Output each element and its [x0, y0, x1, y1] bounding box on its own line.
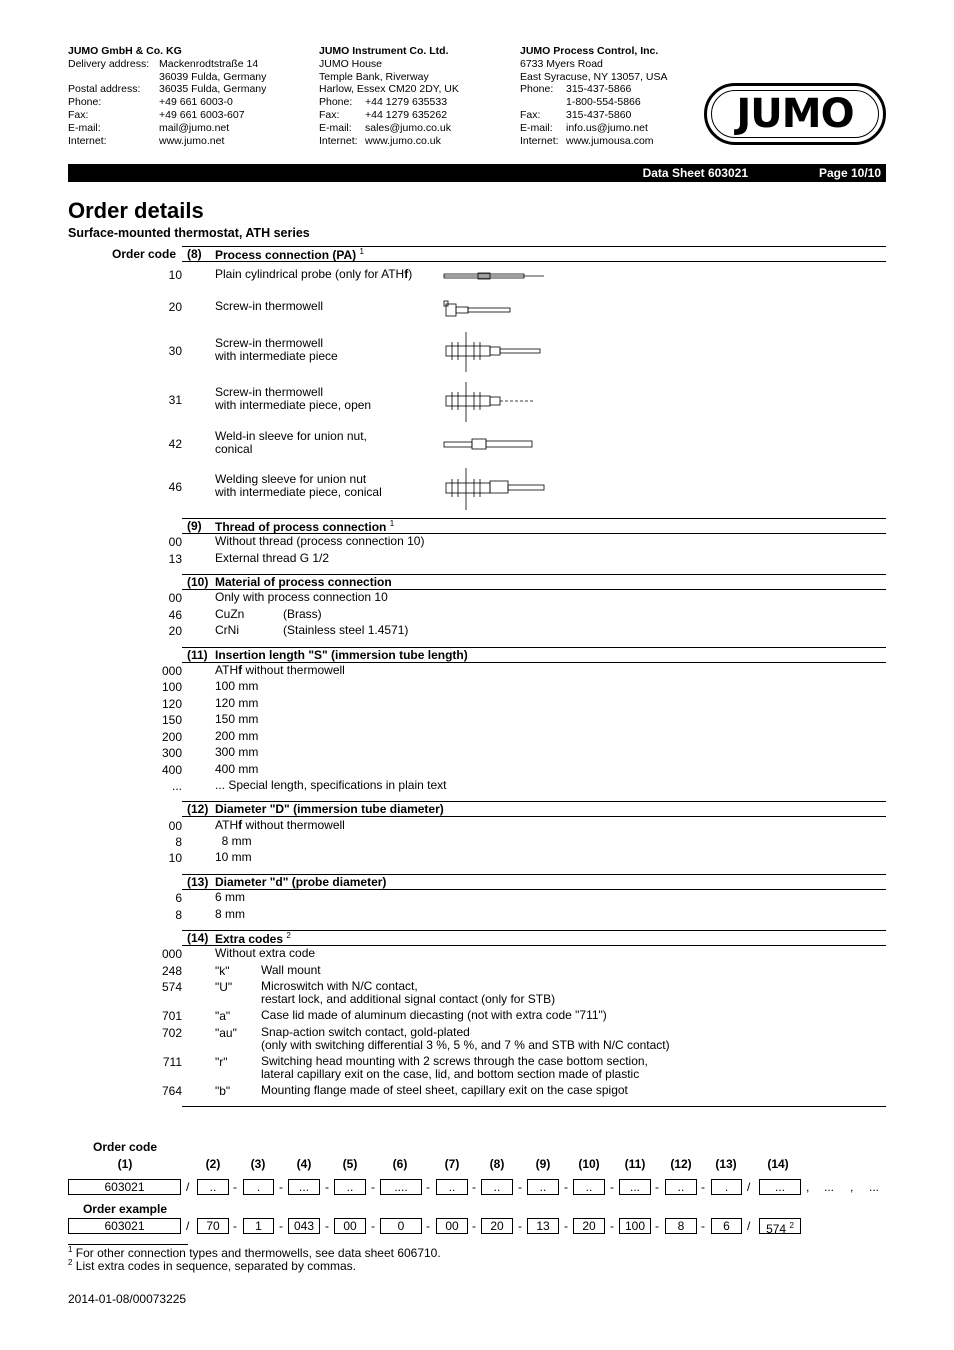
letter-14-711: "r"	[215, 1055, 228, 1069]
desc-14-574: Microswitch with N/C contact, restart lock, and additional signal contact (only for STB)	[261, 979, 556, 1006]
desc-10-46: CuZn	[215, 607, 245, 621]
sep: -	[279, 1180, 283, 1194]
desc-14-000: Without extra code	[215, 946, 316, 960]
order-code-box-10[interactable]: ..	[573, 1179, 605, 1195]
desc-11-200: 200 mm	[215, 729, 259, 743]
desc-14-701: Case lid made of aluminum diecasting (not with extra code "711")	[261, 1008, 607, 1022]
desc-11-000: ATHf without thermowell	[215, 663, 345, 677]
sep: -	[701, 1219, 705, 1233]
code-8-20: 20	[168, 300, 182, 314]
order-example-box-11: 100	[619, 1218, 651, 1234]
code-10-00: 00	[168, 591, 182, 605]
sep: -	[655, 1180, 659, 1194]
order-code-box-11[interactable]: ...	[619, 1179, 651, 1195]
code-12-10: 10	[168, 851, 182, 865]
code-8-46: 46	[168, 480, 182, 494]
desc-8-42: Weld-in sleeve for union nut, conical	[215, 429, 367, 456]
sep: -	[518, 1180, 522, 1194]
desc-11-400: 400 mm	[215, 762, 259, 776]
desc-11-150: 150 mm	[215, 712, 259, 726]
company-address-de: JUMO GmbH & Co. KG Delivery address: Mackenrodtstraße 14 36039 Fulda, Germany Postal address: 36035 Fulda, Germany Phone: +49 661 6003-0 Fax: +49 661 6003-607 E-mail: mail@jumo.net Internet: www.jumo.net	[68, 45, 267, 147]
desc-10-46-extra: (Brass)	[283, 607, 322, 621]
code-8-42: 42	[168, 437, 182, 451]
sep: -	[325, 1219, 329, 1233]
code-10-46: 46	[168, 608, 182, 622]
sep: -	[233, 1219, 237, 1233]
sep: -	[655, 1219, 659, 1233]
company-address-uk: JUMO Instrument Co. Ltd. JUMO House Temple Bank, Riverway Harlow, Essex CM20 2DY, UK Phone: +44 1279 635533 Fax: +44 1279 635262 E-mail: sales@jumo.co.uk Internet: www.jumo.co.uk	[319, 45, 459, 147]
order-code-box-9[interactable]: ..	[527, 1179, 559, 1195]
weld-in-sleeve-image	[442, 434, 536, 454]
desc-14-702: Snap-action switch contact, gold-plated (only with switching differential 3 %, 5 %, and 7 % and STB with N/C contact)	[261, 1025, 670, 1052]
col-11: (11)	[624, 1157, 646, 1171]
sep: -	[371, 1180, 375, 1194]
order-example-box-6: 0	[380, 1218, 422, 1234]
sep: -	[701, 1180, 705, 1194]
page-number: Page 10/10	[818, 166, 881, 180]
trailing-comma: ,	[806, 1180, 810, 1194]
section-header-11: (11) Insertion length "S" (immersion tube length)	[182, 647, 886, 663]
data-sheet-number: Data Sheet 603021	[642, 166, 748, 180]
code-11-special: ...	[171, 779, 182, 793]
sep: -	[472, 1219, 476, 1233]
code-14-702: 702	[161, 1026, 182, 1040]
order-code-box-5[interactable]: ..	[334, 1179, 366, 1195]
col-9: (9)	[535, 1157, 551, 1171]
desc-11-300: 300 mm	[215, 745, 259, 759]
code-11-200: 200	[161, 730, 182, 744]
probe-plain-cylindrical-image	[442, 270, 548, 282]
col-5: (5)	[342, 1157, 358, 1171]
order-example-box-8: 20	[481, 1218, 513, 1234]
screw-in-thermowell-open-image	[442, 380, 538, 424]
letter-14-574: "U"	[215, 980, 233, 994]
col-4: (4)	[296, 1157, 312, 1171]
code-11-300: 300	[161, 746, 182, 760]
sep: -	[371, 1219, 375, 1233]
desc-11-120: 120 mm	[215, 696, 259, 710]
company-address-us: JUMO Process Control, Inc. 6733 Myers Road East Syracuse, NY 13057, USA Phone: 315-437-5866 1-800-554-5866 Fax: 315-437-5860 E-mail: info.us@jumo.net Internet: www.jumousa.com	[520, 45, 668, 147]
order-code-box-6[interactable]: ....	[380, 1179, 422, 1195]
order-example-box-14: 574 $^2$	[759, 1218, 801, 1234]
letter-14-248: "k"	[215, 964, 230, 978]
col-13: (13)	[715, 1157, 737, 1171]
desc-9-00: Without thread (process connection 10)	[215, 534, 425, 548]
section-header-10: (10) Material of process connection	[182, 574, 886, 590]
letter-14-701: "a"	[215, 1009, 231, 1023]
desc-9-13: External thread G 1/2	[215, 551, 330, 565]
code-11-000: 000	[161, 664, 182, 678]
sep: -	[233, 1180, 237, 1194]
order-example-box-13: 6	[711, 1218, 742, 1234]
desc-10-20: CrNi	[215, 623, 239, 637]
sep: -	[472, 1180, 476, 1194]
footnote-1: $^1$ For other connection types and thermowells, see data sheet 606710.	[68, 1245, 441, 1260]
page-title: Order details	[68, 198, 204, 223]
col-3: (3)	[250, 1157, 266, 1171]
desc-12-8: 8 mm	[215, 834, 252, 848]
desc-13-6: 6 mm	[215, 890, 245, 904]
order-example-box-10: 20	[573, 1218, 605, 1234]
desc-14-248: Wall mount	[261, 963, 321, 977]
desc-8-10: Plain cylindrical probe (only for ATHf)	[215, 267, 413, 281]
code-10-20: 20	[168, 624, 182, 638]
code-11-400: 400	[161, 763, 182, 777]
desc-11-100: 100 mm	[215, 679, 259, 693]
desc-10-00: Only with process connection 10	[215, 590, 388, 604]
col-10: (10)	[578, 1157, 600, 1171]
sep: /	[747, 1180, 751, 1194]
code-11-100: 100	[161, 680, 182, 694]
desc-14-711: Switching head mounting with 2 screws through the case bottom section, lateral capillary exit on the case, lid, and bottom section made of plastic	[261, 1054, 648, 1081]
section-header-8: (8) Process connection (PA) $^1$	[182, 246, 886, 262]
order-example-box-7: 00	[436, 1218, 468, 1234]
desc-8-20: Screw-in thermowell	[215, 299, 324, 313]
order-code-box-8[interactable]: ..	[481, 1179, 513, 1195]
code-11-150: 150	[161, 713, 182, 727]
order-example-box-9: 13	[527, 1218, 559, 1234]
sep: -	[564, 1219, 568, 1233]
sep: -	[610, 1219, 614, 1233]
welding-sleeve-intermediate-image	[442, 466, 548, 512]
sep: -	[518, 1219, 522, 1233]
order-example-box-5: 00	[334, 1218, 366, 1234]
order-code-box-14[interactable]: ...	[759, 1179, 801, 1195]
order-example-box-2: 70	[197, 1218, 229, 1234]
desc-8-31: Screw-in thermowell with intermediate piece, open	[215, 385, 372, 412]
order-code-box-4[interactable]: ...	[288, 1179, 320, 1195]
code-13-6: 6	[175, 891, 182, 905]
col-12: (12)	[670, 1157, 692, 1171]
order-code-box-13[interactable]: .	[711, 1179, 742, 1195]
sep: -	[426, 1180, 430, 1194]
desc-8-46: Welding sleeve for union nut with intermediate piece, conical	[215, 472, 382, 499]
section-header-9: (9) Thread of process connection $^1$	[182, 518, 886, 534]
col-14: (14)	[767, 1157, 789, 1171]
trailing-comma: ,	[850, 1180, 854, 1194]
sep: -	[426, 1219, 430, 1233]
code-14-701: 701	[161, 1009, 182, 1023]
order-example-box-1: 603021	[68, 1218, 181, 1234]
order-code-box-3[interactable]: .	[243, 1179, 274, 1195]
sep: /	[186, 1219, 190, 1233]
desc-10-20-extra: (Stainless steel 1.4571)	[283, 623, 409, 637]
sep: -	[325, 1180, 329, 1194]
order-code-label: Order code	[112, 247, 177, 261]
table-bottom-rule	[182, 1106, 886, 1107]
code-12-00: 00	[168, 819, 182, 833]
order-code-box-2[interactable]: ..	[197, 1179, 229, 1195]
letter-14-702: "au"	[215, 1026, 237, 1040]
code-9-00: 00	[168, 535, 182, 549]
footer-date: 2014-01-08/00073225	[68, 1292, 187, 1306]
order-example-box-12: 8	[665, 1218, 697, 1234]
order-code-box-12[interactable]: ..	[665, 1179, 697, 1195]
footnote-2: $^2$ List extra codes in sequence, separated by commas.	[68, 1258, 356, 1273]
code-14-764: 764	[161, 1084, 182, 1098]
sep: -	[610, 1180, 614, 1194]
order-example-box-4: 043	[288, 1218, 320, 1234]
data-sheet-bar	[68, 164, 886, 182]
code-12-8: 8	[175, 835, 182, 849]
desc-11-special: ... Special length, specifications in plain text	[215, 778, 447, 792]
order-code-box-1[interactable]: 603021	[68, 1179, 181, 1195]
code-14-000: 000	[161, 947, 182, 961]
code-8-31: 31	[168, 393, 182, 407]
sep: -	[564, 1180, 568, 1194]
code-14-574: 574	[161, 980, 182, 994]
letter-14-764: "b"	[215, 1084, 231, 1098]
desc-14-764: Mounting flange made of steel sheet, capillary exit on the case spigot	[261, 1083, 628, 1097]
section-header-14: (14) Extra codes $^2$	[182, 930, 886, 946]
trailing-dots: ...	[869, 1180, 880, 1194]
desc-13-8: 8 mm	[215, 907, 245, 921]
code-14-248: 248	[161, 964, 182, 978]
desc-8-30: Screw-in thermowell with intermediate piece	[215, 336, 338, 363]
jumo-logo: JUMO	[704, 83, 886, 145]
order-code-box-7[interactable]: ..	[436, 1179, 468, 1195]
order-example-box-3: 1	[243, 1218, 274, 1234]
section-header-13: (13) Diameter "d" (probe diameter)	[182, 874, 886, 890]
screw-in-thermowell-intermediate-image	[442, 330, 544, 374]
code-9-13: 13	[168, 552, 182, 566]
sep: -	[279, 1219, 283, 1233]
section-header-12: (12) Diameter "D" (immersion tube diameter)	[182, 801, 886, 817]
code-13-8: 8	[175, 908, 182, 922]
order-code-form-label: Order code	[92, 1140, 158, 1154]
desc-12-00: ATHf without thermowell	[215, 818, 345, 832]
sep: /	[747, 1219, 751, 1233]
order-example-label: Order example	[82, 1202, 168, 1216]
code-8-10: 10	[168, 268, 182, 282]
code-11-120: 120	[161, 697, 182, 711]
col-1: (1)	[117, 1157, 133, 1171]
col-7: (7)	[444, 1157, 460, 1171]
col-6: (6)	[392, 1157, 408, 1171]
page-subtitle: Surface-mounted thermostat, ATH series	[68, 226, 310, 240]
screw-in-thermowell-image	[442, 298, 514, 320]
code-14-711: 711	[162, 1055, 182, 1069]
trailing-dots: ...	[824, 1180, 835, 1194]
desc-12-10: 10 mm	[215, 850, 252, 864]
sep: /	[186, 1180, 190, 1194]
code-8-30: 30	[168, 344, 182, 358]
col-2: (2)	[205, 1157, 221, 1171]
col-8: (8)	[489, 1157, 505, 1171]
